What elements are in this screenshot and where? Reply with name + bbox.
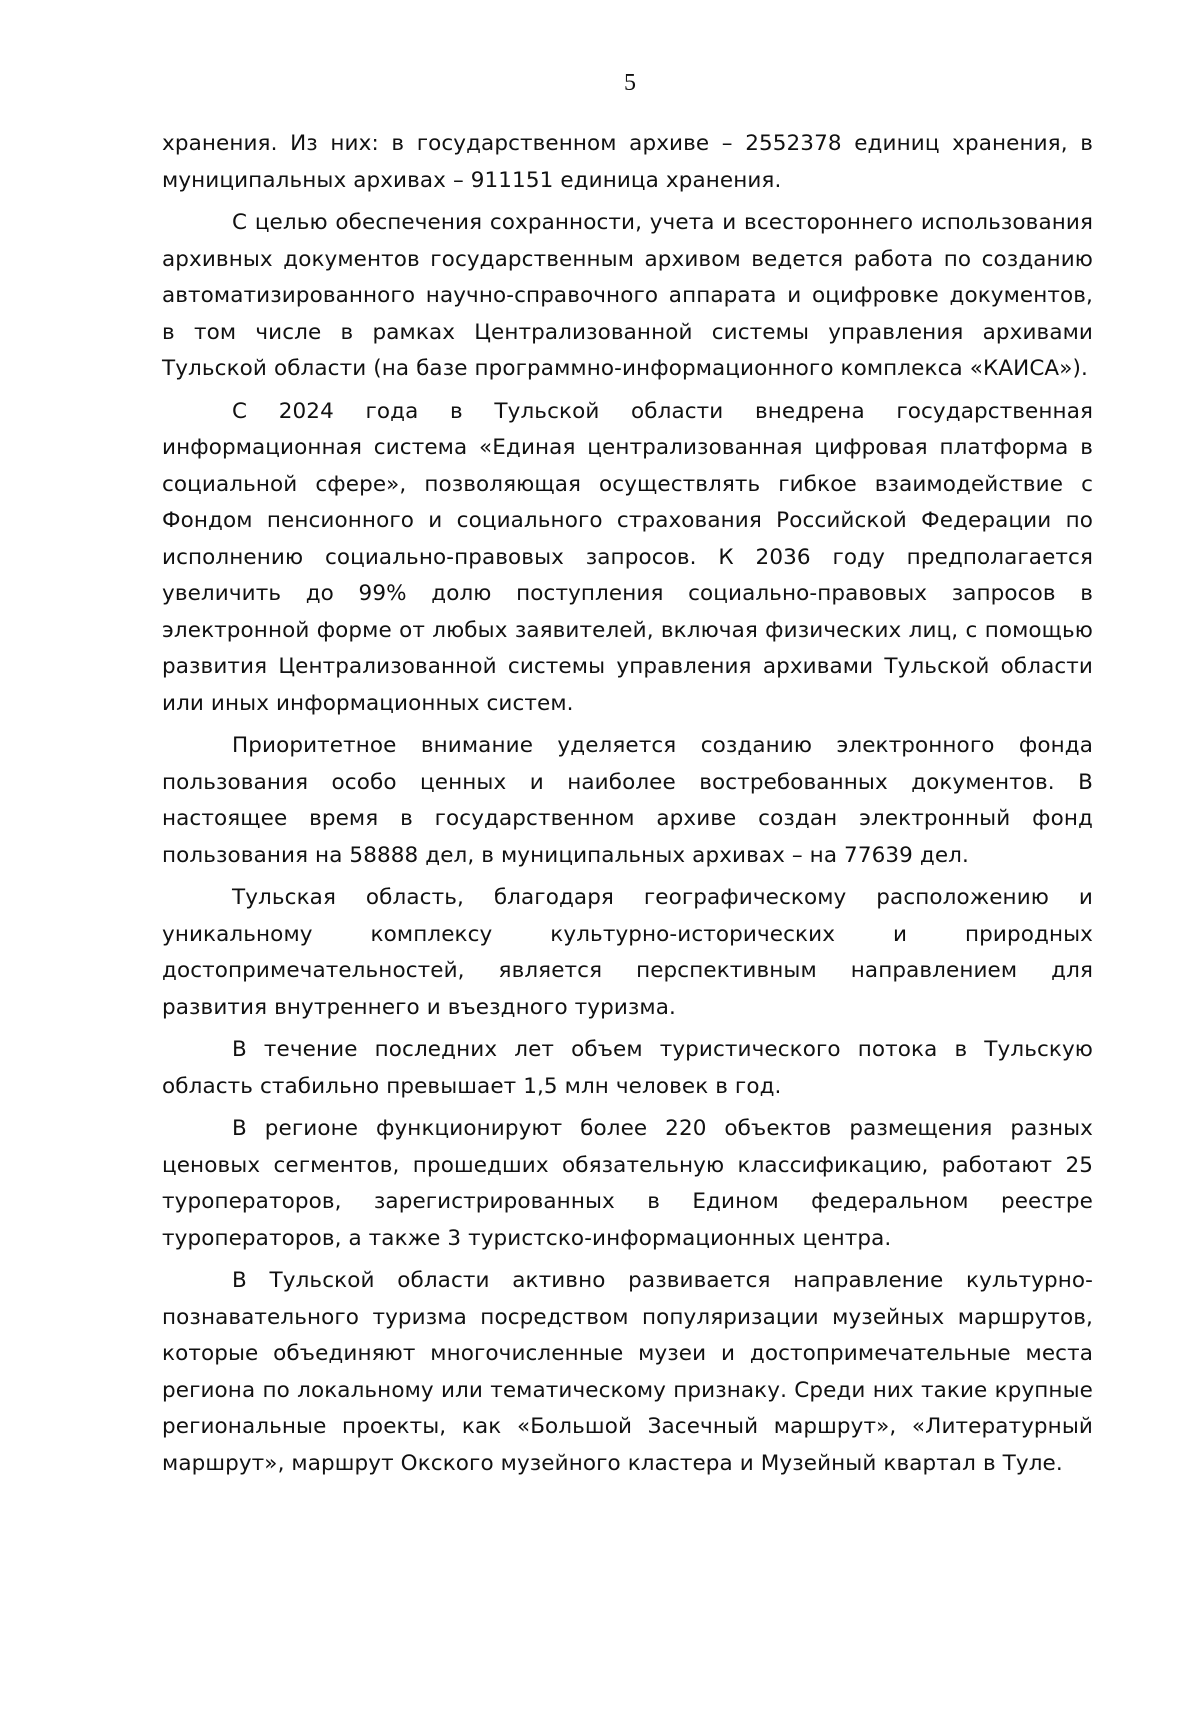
document-body: [162, 126, 1093, 1482]
paragraph-tourist-flow: В течение последних лет объем туристического потока в Тульскую область стабильно превышает 1,5 млн человек в год.: [162, 1037, 1093, 1099]
paragraph-museum-routes: В Тульской области активно развивается направление культурно-познавательного туризма посредством популяризации музейных маршрутов, которые объединяют многочисленные музеи и достопримечательные места региона по локальному или тематическому признаку. Среди них такие крупные региональные проекты, как «Большой Засечный маршрут», «Литературный маршрут», маршрут Окского музейного кластера и Музейный квартал в Туле.: [162, 1268, 1093, 1476]
page-number: 5: [624, 70, 636, 96]
paragraph-tourism-potential: Тульская область, благодаря географическому расположению и уникальному комплексу культурно-исторических и природных достопримечательностей, является перспективным направлением для развития внутреннего и въездного туризма.: [162, 885, 1093, 1020]
paragraph-archive-totals: хранения. Из них: в государственном архиве – 2552378 единиц хранения, в муниципальных архивах – 911151 единица хранения.: [162, 131, 1093, 193]
paragraph-accommodation: В регионе функционируют более 220 объектов размещения разных ценовых сегментов, прошедших обязательную классификацию, работают 25 туроператоров, зарегистрированных в Едином федеральном реестре туроператоров, а также 3 туристско-информационных центра.: [162, 1116, 1093, 1251]
paragraph-social-platform: С 2024 года в Тульской области внедрена государственная информационная система «Единая централизованная цифровая платформа в социальной сфере», позволяющая осуществлять гибкое взаимодействие с Фондом пенсионного и социального страхования Российской Федерации по исполнению социально-правовых запросов. К 2036 году предполагается увеличить до 99% долю поступления социально-правовых запросов в электронной форме от любых заявителей, включая физических лиц, с помощью развития Централизованной системы управления архивами Тульской области или иных информационных систем.: [162, 398, 1093, 716]
paragraph-archive-digitization: С целью обеспечения сохранности, учета и всестороннего использования архивных документов государственным архивом ведется работа по созданию автоматизированного научно-справочного аппарата и оцифровке документов, в том числе в рамках Централизованной системы управления архивами Тульской области (на базе программно-информационного комплекса «КАИСА»).: [162, 210, 1093, 381]
paragraph-electronic-fund: Приоритетное внимание уделяется созданию электронного фонда пользования особо ценных и наиболее востребованных документов. В настоящее время в государственном архиве создан электронный фонд пользования на 58888 дел, в муниципальных архивах – на 77639 дел.: [162, 733, 1093, 868]
